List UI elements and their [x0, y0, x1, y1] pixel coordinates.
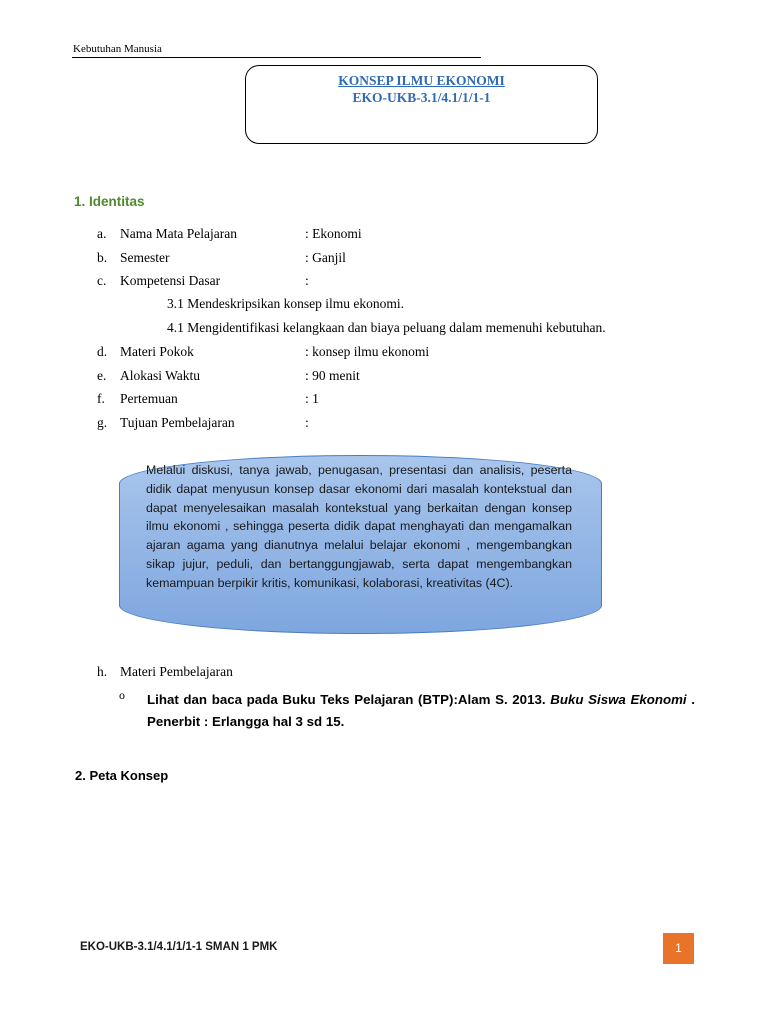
- materi-text-part1: Lihat dan baca pada Buku Teks Pelajaran (BTP):Alam S. 2013.: [147, 692, 546, 707]
- row-label: Nama Mata Pelajaran: [120, 226, 237, 241]
- row-label: Materi Pembelajaran: [120, 664, 233, 679]
- page-number-badge: 1: [663, 933, 694, 964]
- row-letter: c.: [97, 273, 107, 288]
- row-value: : 90 menit: [305, 368, 360, 383]
- section-heading-peta-konsep: 2. Peta Konsep: [75, 768, 169, 783]
- section-heading-identitas: 1. Identitas: [74, 194, 145, 209]
- row-value: :: [305, 273, 309, 288]
- row-value: : 1: [305, 391, 319, 406]
- materi-text-line1: [147, 686, 695, 713]
- title-line-2: EKO-UKB-3.1/4.1/1/1-1: [352, 90, 491, 105]
- row-letter: h.: [97, 664, 108, 679]
- row-letter: e.: [97, 368, 107, 383]
- row-letter: b.: [97, 250, 108, 265]
- row-label: Semester: [120, 250, 170, 265]
- kd-item-3-1: 3.1 Mendeskripsikan konsep ilmu ekonomi.: [167, 296, 404, 311]
- book-title: Buku Siswa Ekonomi: [550, 692, 687, 707]
- row-letter: d.: [97, 344, 108, 359]
- row-label: Kompetensi Dasar: [120, 273, 221, 288]
- materi-text-line2: Penerbit : Erlangga hal 3 sd 15.: [147, 714, 345, 729]
- row-letter: g.: [97, 415, 108, 430]
- row-label: Materi Pokok: [120, 344, 194, 359]
- footer-code: EKO-UKB-3.1/4.1/1/1-1 SMAN 1 PMK: [80, 941, 278, 953]
- materi-text-part2: .: [691, 692, 695, 707]
- row-letter: a.: [97, 226, 107, 241]
- tujuan-text: Melalui diskusi, tanya jawab, penugasan, presentasi dan analisis, peserta didik dapat menyusun konsep dasar ekonomi dari masalah kontekstual dan dapat menyelesaikan masalah kontekstual yang berkaitan dengan konsep ilmu ekonomi , sehingga peserta didik dapat menghayati dan mengamalkan ajaran agama yang dianutnya melalui belajar ekonomi , mengembangkan sikap jujur, peduli, dan bertanggungjawab, serta dapat mengembangkan kemampuan berpikir kritis, komunikasi, kolaborasi, kreativitas (4C).: [146, 463, 572, 590]
- row-value: : Ekonomi: [305, 226, 362, 241]
- row-label: Pertemuan: [120, 391, 178, 406]
- bullet-icon: o: [119, 688, 125, 702]
- title-box: [245, 65, 598, 144]
- row-value: :: [305, 415, 309, 430]
- header-rule: [72, 57, 481, 58]
- kd-item-4-1: 4.1 Mengidentifikasi kelangkaan dan biaya peluang dalam memenuhi kebutuhan.: [167, 320, 606, 335]
- title-line-1: KONSEP ILMU EKONOMI: [338, 73, 505, 88]
- row-label: Tujuan Pembelajaran: [120, 415, 235, 430]
- running-header: Kebutuhan Manusia: [73, 43, 162, 55]
- row-label: Alokasi Waktu: [120, 368, 201, 383]
- row-value: : konsep ilmu ekonomi: [305, 344, 430, 359]
- row-letter: f.: [97, 391, 105, 406]
- row-value: : Ganjil: [305, 250, 346, 265]
